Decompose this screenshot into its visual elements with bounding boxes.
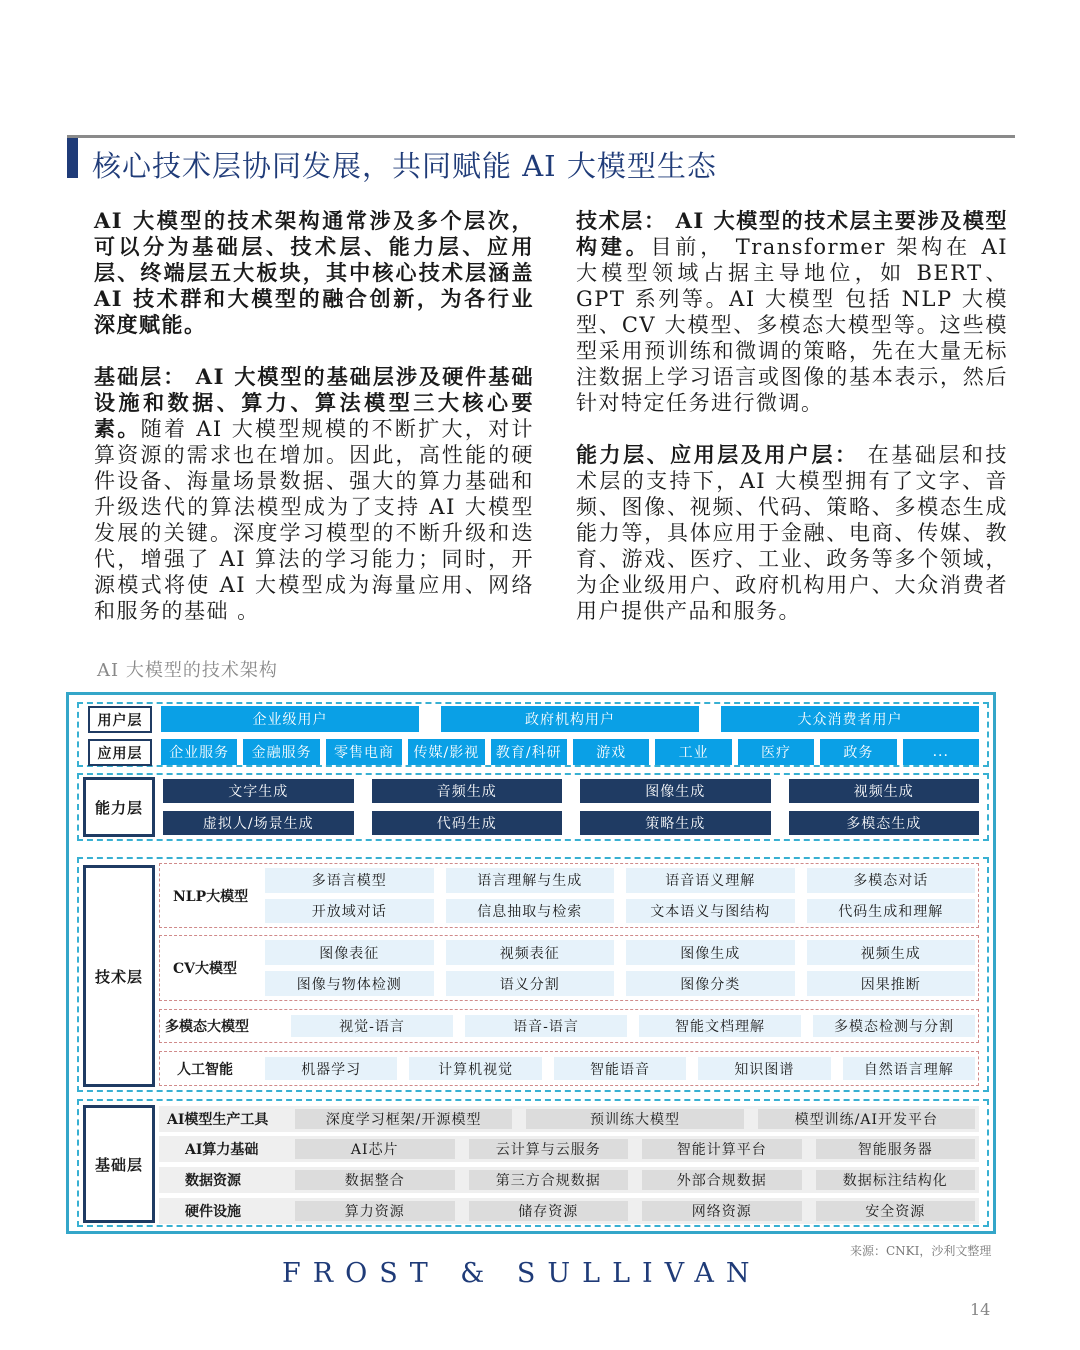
ai-item-box: 机器学习 <box>265 1057 397 1080</box>
ability-item-box: 虚拟人/场景生成 <box>163 811 354 835</box>
cv-item-box: 因果推断 <box>807 971 976 996</box>
tech-layer-label: 技术层 <box>83 865 155 1087</box>
ability-layer-label: 能力层 <box>83 777 155 837</box>
hw-item-box: 网络资源 <box>642 1201 802 1221</box>
right-ability-bold: 能力层、应用层及用户层： <box>576 442 859 467</box>
app-item-box: 工业 <box>655 739 731 765</box>
header-rule <box>67 135 1015 138</box>
app-layer-label: 应用层 <box>88 739 152 766</box>
hw-label: 硬件设施 <box>185 1204 241 1220</box>
data-item-box: 外部合规数据 <box>642 1170 802 1190</box>
left-intro <box>94 208 534 338</box>
user-item-box: 企业级用户 <box>161 706 419 732</box>
ai-item-box: 知识图谱 <box>698 1057 830 1080</box>
mm-item-box: 智能文档理解 <box>639 1015 801 1037</box>
tools-item-box: 预训练大模型 <box>526 1109 743 1129</box>
nlp-item-box: 多模态对话 <box>807 868 976 893</box>
right-tech-text: 目前， Transformer 架构在 AI 大模型领域占据主导地位，如 BERT、GPT 系列等。AI 大模型 包括 NLP 大模型、CV 大模型、多模态大模型等。这些模型采用预训练和微调的策略，先在大量无标注数据上学习语言或图像的基本表示，然后针对特定任务进行微调。 <box>576 235 1008 415</box>
ai-item-box: 智能语音 <box>554 1057 686 1080</box>
right-ability-paragraph <box>576 442 1008 624</box>
compute-item-box: 云计算与云服务 <box>469 1139 629 1159</box>
architecture-diagram <box>66 692 996 1234</box>
cv-item-box: 图像表征 <box>265 940 434 965</box>
header-accent-bar <box>67 138 78 178</box>
ai-item-box: 计算机视觉 <box>409 1057 541 1080</box>
cv-item-box: 视频生成 <box>807 940 976 965</box>
source-note: 来源：CNKI，沙利文整理 <box>850 1244 992 1258</box>
cv-item-box: 图像分类 <box>626 971 795 996</box>
compute-item-box: 智能服务器 <box>816 1139 976 1159</box>
ability-item-box: 策略生成 <box>580 811 771 835</box>
left-base-bold: 基础层： AI 大模型的基础层涉及硬件基础设施和数据、算力、算法模型三大核心要素。 <box>94 364 534 441</box>
data-item-box: 数据标注结构化 <box>816 1170 976 1190</box>
ability-item-box: 多模态生成 <box>789 811 980 835</box>
ability-item-box: 文字生成 <box>163 779 354 803</box>
right-column <box>576 208 1008 650</box>
cv-item-box: 图像生成 <box>626 940 795 965</box>
tools-item-box: 模型训练/AI开发平台 <box>758 1109 975 1129</box>
figure-title: AI 大模型的技术架构 <box>97 660 278 681</box>
right-ability-text: 在基础层和技术层的支持下，AI 大模型拥有了文字、音频、图像、视频、代码、策略、多模态生成能力等，具体应用于金融、电商、传媒、教育、游戏、医疗、工业、政务等多个领域，为企业级用户、政府机构用户、大众消费者用户提供产品和服务。 <box>576 443 1008 623</box>
mm-item-box: 多模态检测与分割 <box>813 1015 975 1037</box>
cv-label: CV大模型 <box>173 961 238 977</box>
nlp-item-box: 多语言模型 <box>265 868 434 893</box>
ability-item-box: 代码生成 <box>372 811 563 835</box>
left-intro-text: AI 大模型的技术架构通常涉及多个层次，可以分为基础层、技术层、能力层、应用层、终端层五大板块，其中核心技术层涵盖 AI 技术群和大模型的融合创新，为各行业深度赋能。 <box>94 208 534 337</box>
user-item-box: 政府机构用户 <box>441 706 699 732</box>
tools-label: AI模型生产工具 <box>167 1112 269 1128</box>
nlp-item-box: 开放域对话 <box>265 899 434 924</box>
app-item-box: 教育/科研 <box>491 739 567 765</box>
tools-item-box: 深度学习框架/开源模型 <box>295 1109 512 1129</box>
compute-item-box: 智能计算平台 <box>642 1139 802 1159</box>
right-tech-bold: 技术层： AI 大模型的技术层主要涉及模型构建。 <box>576 208 1008 259</box>
ai-item-box: 自然语言理解 <box>843 1057 975 1080</box>
user-layer-label: 用户层 <box>88 706 152 733</box>
ability-item-box: 视频生成 <box>789 779 980 803</box>
page-number: 14 <box>970 1300 991 1319</box>
page-title: 核心技术层协同发展，共同赋能 AI 大模型生态 <box>92 149 717 183</box>
app-item-box: ... <box>903 739 979 765</box>
nlp-item-box: 文本语义与图结构 <box>626 899 795 924</box>
ability-item-box: 图像生成 <box>580 779 771 803</box>
compute-item-box: AI芯片 <box>295 1139 455 1159</box>
app-item-box: 游戏 <box>573 739 649 765</box>
right-tech-paragraph <box>576 208 1008 416</box>
base-layer-label: 基础层 <box>83 1105 155 1223</box>
app-item-box: 企业服务 <box>161 739 237 765</box>
app-item-box: 传媒/影视 <box>408 739 484 765</box>
nlp-item-box: 语言理解与生成 <box>446 868 615 893</box>
nlp-item-box: 信息抽取与检索 <box>446 899 615 924</box>
cv-item-box: 图像与物体检测 <box>265 971 434 996</box>
mm-item-box: 视觉-语言 <box>291 1015 453 1037</box>
ability-item-box: 音频生成 <box>372 779 563 803</box>
data-item-box: 数据整合 <box>295 1170 455 1190</box>
cv-item-box: 视频表征 <box>446 940 615 965</box>
left-base-paragraph <box>94 364 534 624</box>
hw-item-box: 算力资源 <box>295 1201 455 1221</box>
left-base-text: 随着 AI 大模型规模的不断扩大，对计算资源的需求也在增加。因此，高性能的硬件设备、海量场景数据、强大的算力基础和升级迭代的算法模型成为了支持 AI 大模型发展的关键。深度学习模型的不断升级和迭代，增强了 AI 算法的学习能力；同时，开源模式将使 AI 大模型成为海量应用、网络和服务的基础 。 <box>94 417 535 623</box>
nlp-item-box: 代码生成和理解 <box>807 899 976 924</box>
mm-label: 多模态大模型 <box>165 1019 249 1035</box>
mm-item-box: 语音-语言 <box>465 1015 627 1037</box>
frost-sullivan-logo: FROST & SULLIVAN <box>282 1258 762 1289</box>
ai-label: 人工智能 <box>177 1061 233 1078</box>
app-item-box: 医疗 <box>738 739 814 765</box>
left-column <box>94 208 534 650</box>
nlp-label: NLP大模型 <box>173 888 249 905</box>
app-item-box: 金融服务 <box>243 739 319 765</box>
cv-item-box: 语义分割 <box>446 971 615 996</box>
user-item-box: 大众消费者用户 <box>721 706 979 732</box>
hw-item-box: 安全资源 <box>816 1201 976 1221</box>
nlp-item-box: 语音语义理解 <box>626 868 795 893</box>
app-item-box: 零售电商 <box>326 739 402 765</box>
hw-item-box: 储存资源 <box>469 1201 629 1221</box>
data-label: 数据资源 <box>185 1173 241 1189</box>
compute-label: AI算力基础 <box>185 1142 259 1158</box>
data-item-box: 第三方合规数据 <box>469 1170 629 1190</box>
app-item-box: 政务 <box>820 739 896 765</box>
